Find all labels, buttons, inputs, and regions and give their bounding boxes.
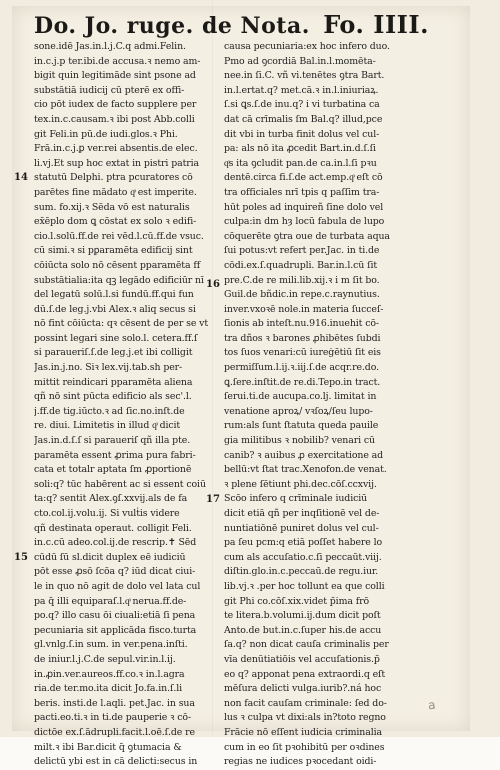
text-line: nō fint cōiūcta: qꝛ cēsent de per se vt bbox=[34, 318, 209, 330]
text-line: substātialia:ita qꝫ legādo edificiūr nī bbox=[34, 274, 204, 286]
text-line: statutū Delphi. ptra pcuratores cō bbox=[34, 172, 193, 184]
section-marker-14: 14 bbox=[14, 172, 28, 183]
text-line: ꝛ plene ſētiunt phi.dec.cōſ.ccxvij. bbox=[224, 478, 377, 490]
text-line: qͦs ita ꝯcludit pan.de ca.in.l.ſi pꝛu bbox=[224, 157, 377, 169]
text-line: qñ destinata operaut. colligit Feli. bbox=[34, 522, 192, 534]
text-line: in.c.cū adeo.col.ij.de rescrip.✝ Sēd bbox=[34, 537, 197, 549]
text-line: dictōe ex.ſ.ādrupli.facit.l.oē.ſ.de re bbox=[34, 726, 195, 738]
text-line: Pmo ad ꝯcordiā Bal.in.l.momēta- bbox=[224, 55, 376, 67]
text-line: te litera.b.volumi.ij.dum dicit poſt bbox=[224, 610, 381, 622]
text-line: dat cā crīmalis ſm Bal.q? illud,pce bbox=[224, 113, 383, 125]
text-line: mittit reindicari pparamēta aliena bbox=[34, 376, 193, 388]
text-line: cū simi.ꝛ si pꝑaramēta edificij sint bbox=[34, 245, 193, 257]
text-line: ta:q? sentit Alex.ꝯſ.xxvij.als de fa bbox=[34, 493, 188, 505]
handwritten-annotation: a bbox=[427, 697, 437, 713]
text-line: dentē.circa fi.ſ.de act.emp.qͦ eſt cō bbox=[224, 172, 383, 184]
text-line: non facit cauſam criminale: ſed do- bbox=[224, 697, 387, 709]
text-line: causa pecuniaria:ex hoc infero duo. bbox=[224, 41, 390, 52]
text-line: tex.in.c.causam.ꝛ ibi post Abb.colli bbox=[34, 113, 195, 125]
text-line: mēſura delicti vulga.iurib?.ná hoc bbox=[224, 683, 382, 695]
text-line: cio.l.solū.ff.de rei vēd.l.cū.ff.de vsuc. bbox=[34, 230, 204, 242]
text-line: pecuniaria sit applicāda fisco.turta bbox=[34, 624, 197, 636]
text-line: soli:q? tūc habērent ac si essent coiū bbox=[34, 478, 206, 490]
text-line: lib.vj.ꝛ .per hoc tollunt ea que colli bbox=[224, 580, 385, 592]
text-line: beris. insti.de l.aqli. pet.Jac. in sua bbox=[34, 697, 195, 709]
text-line: tra officiales nrī tpis q paſſim tra- bbox=[224, 186, 380, 198]
text-line: li.vj.Et sup hoc extat in pistri patria bbox=[34, 157, 200, 169]
text-line: Scōo infero q crīminale iudiciū bbox=[224, 493, 368, 505]
text-line: delictū ybi est in cā delicti:secus in bbox=[34, 756, 198, 768]
text-line: ſui potus:vt refert per.Jac. in ti.de bbox=[224, 245, 380, 257]
text-line: dicit etiā qñ per inqſitionē vel de- bbox=[224, 508, 380, 519]
running-title: Do. Jo. ruge. de Nota. bbox=[34, 13, 310, 39]
text-line: cūdū ſū sl.dicit duplex eē iudiciū bbox=[34, 551, 186, 563]
text-line: substātiā iudicij cū pterē ex offi- bbox=[34, 84, 185, 96]
text-line: rum:als ſunt ſtatuta queda pauile bbox=[224, 420, 379, 432]
text-line: tos ſuos venari:cū iureġētiū ſit eis bbox=[224, 347, 381, 359]
text-line: le in quo nō agit de dolo vel lata cul bbox=[34, 580, 201, 592]
text-line: pōt esse ꝓsō ſcōa q? iūd dicat ciui- bbox=[34, 566, 196, 578]
text-line: Frā.in.c.j.ꝑ ver.rei absentis.de elec. bbox=[34, 143, 198, 155]
text-line: j.ff.de tig.iūcto.ꝛ ad ſic.no.inſt.de bbox=[34, 405, 185, 417]
text-line: gia militibus ꝛ nobilib? venari cū bbox=[224, 435, 375, 447]
text-line: ſerui.ti.de aucupa.co.lj. limitat in bbox=[224, 391, 377, 403]
text-line: eo q? apponat pena extraordi.q eſt bbox=[224, 668, 386, 680]
text-line: diſtin.glo.in.c.peccaū.de regu.iur. bbox=[224, 566, 379, 578]
text-line: bellū:vt ſtat trac.Xenofon.de venat. bbox=[224, 464, 387, 476]
text-line: parētes fine mādato qͦ est imperite. bbox=[34, 186, 197, 198]
text-line: cto.col.ij.volu.ij. Si vulṫis videre bbox=[34, 508, 180, 519]
text-line: cata et totalr aptata ſm ꝓportionē bbox=[34, 464, 192, 476]
text-line: bigit quin legitimāde sint psone ad bbox=[34, 70, 196, 82]
text-line: gl.vnlg.ſ.in sum. in ver.pena.inſti. bbox=[34, 639, 188, 651]
text-line: de iniur.l.j.C.de sepul.vir.in.l.ij. bbox=[34, 653, 176, 665]
text-line: cum als accuſatio.c.ſi peccaūt.viij. bbox=[224, 551, 382, 563]
text-line: git Feli.in pū.de iudi.glos.ꝛ Phi. bbox=[34, 128, 178, 140]
text-line: sone.idē Jas.in.l.j.C.q admi.Felin. bbox=[34, 41, 186, 52]
text-line: del legatū solū.l.si fundū.ff.qui fun bbox=[34, 289, 194, 301]
text-line: ria.de ter.mo.ita dicit Jo.fa.in.ſ.li bbox=[34, 683, 183, 695]
text-line: pa ſeu pcm:q etiā poſſet habere lo bbox=[224, 537, 383, 549]
text-line: po.q? illo casu ōi ciuali:etiā ſi pena bbox=[34, 610, 196, 622]
section-marker-15: 15 bbox=[14, 552, 28, 563]
text-line: ſionis ab inteſt.nu.916.inuehit cō- bbox=[224, 318, 379, 330]
text-line: pre.C.de re mili.lib.xij.ꝛ i m ſit bo. bbox=[224, 274, 380, 286]
text-line: vīa denūtiatiōis vel accuſationis.p̄ bbox=[224, 653, 380, 665]
text-line: si paraueriſ.ſ.de leg.j.et ibi colligit bbox=[34, 347, 193, 359]
text-line: cum in eo ſit pꝛohibitū per oꝛdines bbox=[224, 741, 385, 753]
text-line: Jas.in.j.no. Siꝛ lex.vij.tab.sh per- bbox=[34, 362, 183, 374]
text-line: cōquerēte ꝯtra oue de turbata aqua bbox=[224, 230, 390, 242]
text-line: pa: als nō ita ꝓcedit Bart.in.d.ſ.ſi bbox=[224, 143, 376, 155]
text-line: ſa.q? non dicat cauſa criminalis per bbox=[224, 639, 389, 651]
text-line: nee.in ſi.C. vñ vi.tenētes ꝯtra Bart. bbox=[224, 70, 385, 82]
text-line: paramēta essent ꝓrima pura fabri- bbox=[34, 449, 196, 461]
text-line: in.ꝓin.ver.aureos.ff.co.ꝛ in.l.agra bbox=[34, 668, 185, 680]
text-line: Frācie nō eſſent iudicia criminalia bbox=[224, 726, 383, 738]
text-line: pa q̄ illi equiparaſ.l.qͦ nerua.ff.de- bbox=[34, 595, 187, 607]
text-line: ſ.si ꝗs.ſ.de inu.q? i vi turbatina ca bbox=[224, 99, 380, 111]
text-line: hūt poles ad inquireñ ſine dolo vel bbox=[224, 201, 384, 213]
text-line: possint legari sine solo.l. cetera.ff.ſ bbox=[34, 332, 198, 344]
text-line: regias ne iudices pꝛocedant oidi- bbox=[224, 756, 377, 768]
text-line: qñ nō sint pūcta edificio als sec'.l. bbox=[34, 391, 192, 403]
text-line: Guil.de bñdic.in repe.c.raynutius. bbox=[224, 289, 380, 301]
right-column bbox=[224, 40, 420, 770]
text-line: venatione aproꝝ/ vꝛſoꝝ/ſeu lupo- bbox=[224, 405, 373, 417]
text-line: in.l.ertat.q? met.cā.ꝛ in.l.iniuriaꝝ. bbox=[224, 84, 379, 96]
text-line: dū.ſ.de leg.j.vbi Alex.ꝛ aliq secus si bbox=[34, 303, 196, 315]
text-line: canib? ꝛ auibus ꝓ exercitatione ad bbox=[224, 449, 384, 461]
text-line: cio pōt iudex de facto supplere per bbox=[34, 99, 197, 111]
left-column bbox=[34, 40, 224, 770]
text-line: inver.vxoꝛē nole.in materia ſucceſ- bbox=[224, 303, 384, 315]
text-line: tra dños ꝛ barones ꝓhibētes ſubdi bbox=[224, 332, 381, 344]
text-line: milt.ꝛ ibi Bar.dicit q̄ ꝯtumacia & bbox=[34, 741, 182, 753]
text-line: ex̄ēplo dom ꝗ cōstat ex solo ꝛ edifi- bbox=[34, 216, 197, 228]
page-header bbox=[34, 10, 429, 44]
text-line: permiſſum.l.ij.ꝛ.iij.ſ.de acqr.re.do. bbox=[224, 362, 379, 374]
text-line: dit vbi in turba finit dolus vel cul- bbox=[224, 128, 380, 140]
text-line: pacti.eo.ti.ꝛ in ti.de pauperie ꝛ cō- bbox=[34, 712, 192, 724]
text-line: sum. fo.xij.ꝛ Sēda vō est naturalis bbox=[34, 201, 190, 213]
text-line: ꝗ.ſere.inſtit.de re.di.Tepo.in tract. bbox=[224, 376, 381, 388]
text-line: nuntiatiōnē puniret dolus vel cul- bbox=[224, 522, 379, 534]
text-line: Jas.in.d.ſ.ſ si paraueriſ qñ illa pte. bbox=[34, 435, 191, 447]
section-marker-16: 16 bbox=[206, 279, 220, 290]
section-marker-17: 17 bbox=[206, 494, 220, 505]
text-line: Anto.de but.in.c.ſuper his.de accu bbox=[224, 624, 382, 636]
text-line: in.c.j.p ter.ibi.de accusa.ꝛ nemo am- bbox=[34, 55, 201, 67]
text-line: git Phi co.cōſ.xix.videt p̄ima frō bbox=[224, 595, 370, 607]
folio-number: Fo. IIII. bbox=[323, 10, 429, 39]
text-line: re. diui. Limitetis in illud qͦ dicit bbox=[34, 420, 181, 432]
text-line: lus ꝛ culpa vt dixi:als in?toto regno bbox=[224, 712, 386, 724]
text-line: culpa:in dm hȝ locū fabula de lupo bbox=[224, 216, 385, 228]
text-line: cōiūcta solo nō cēsent pparamēta ff bbox=[34, 259, 201, 271]
text-line: cōdi.ex.ſ.quadrupli. Bar.in.l.cū ſit bbox=[224, 259, 378, 271]
